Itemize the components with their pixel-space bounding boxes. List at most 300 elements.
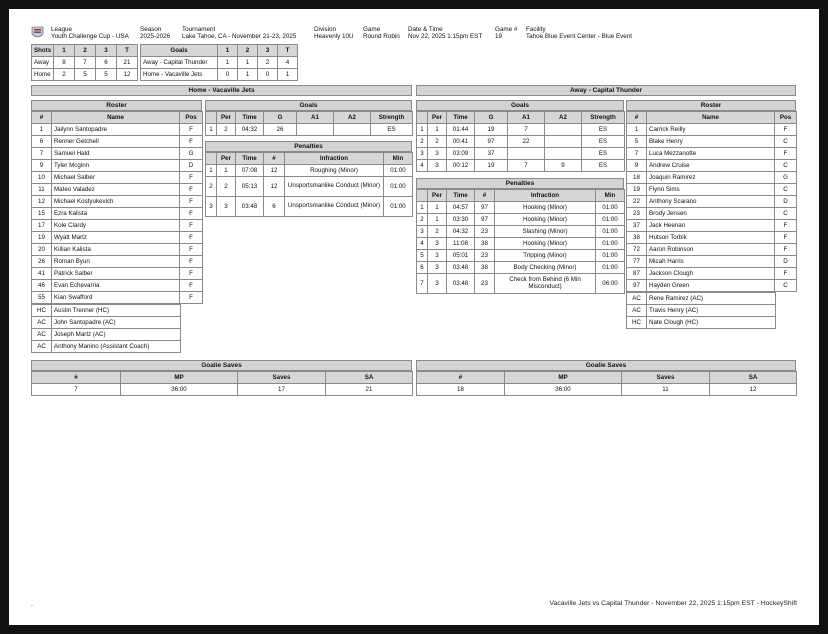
table-cell: Jack Heenan: [647, 220, 775, 232]
table-cell: 5: [75, 69, 96, 81]
table-cell: Patrick Salber: [52, 268, 180, 280]
table-cell: Carrick Reilly: [647, 124, 775, 136]
shots-row: [32, 69, 138, 81]
goals-summary-row: [141, 57, 298, 69]
tournament-value: Lake Tahoe, CA - November 21-23, 2025: [182, 32, 297, 40]
table-cell: 7: [75, 57, 96, 69]
table-cell: F: [180, 220, 203, 232]
column-header: [417, 112, 428, 124]
away-roster-row: [627, 268, 797, 280]
table-cell: 1: [417, 202, 428, 214]
table-cell: 06:00: [596, 274, 625, 294]
away-goals-header-row: [417, 112, 625, 124]
table-cell: 97: [475, 136, 508, 148]
table-cell: Austin Trenner (HC): [52, 305, 181, 317]
home-roster-row: [32, 196, 203, 208]
table-cell: 9: [545, 160, 582, 172]
table-cell: 21: [117, 57, 138, 69]
table-cell: 01:00: [384, 165, 413, 177]
table-cell: 01:00: [596, 238, 625, 250]
home-saves-header-row: [32, 372, 413, 384]
column-header: MP: [121, 372, 238, 384]
table-cell: 19: [627, 184, 647, 196]
table-cell: 3: [428, 148, 447, 160]
away-staff-row: [627, 293, 776, 305]
header-datetime: [408, 27, 482, 41]
division-label: Division: [314, 26, 337, 33]
game-number-label: Game #: [495, 26, 518, 33]
away-staff-row: [627, 305, 776, 317]
table-cell: Kole Clardy: [52, 220, 180, 232]
table-cell: 0: [258, 69, 278, 81]
home-goals-table: [205, 111, 413, 136]
footer-dot: .: [31, 601, 33, 608]
table-cell: 36:00: [505, 384, 622, 396]
datetime-label: Date & Time: [408, 26, 443, 33]
table-cell: 04:32: [447, 226, 475, 238]
table-cell: 3: [428, 238, 447, 250]
away-penalty-row: [417, 274, 625, 294]
column-header: MP: [505, 372, 622, 384]
column-header: Pos: [180, 112, 203, 124]
table-cell: 1: [206, 124, 217, 136]
away-goal-row: [417, 124, 625, 136]
home-roster-row: [32, 244, 203, 256]
table-cell: F: [775, 268, 797, 280]
table-cell: 1: [428, 202, 447, 214]
table-cell: ES: [582, 136, 625, 148]
table-cell: Home: [32, 69, 54, 81]
table-cell: 22: [508, 136, 545, 148]
table-cell: 9: [32, 160, 52, 172]
column-header: #: [475, 190, 495, 202]
table-cell: Hayden Green: [647, 280, 775, 292]
away-roster-row: [627, 148, 797, 160]
table-cell: Andrew Cruise: [647, 160, 775, 172]
table-cell: Travis Henry (AC): [647, 305, 776, 317]
home-staff-table: [31, 304, 181, 353]
table-cell: 1: [428, 124, 447, 136]
away-roster-row: [627, 196, 797, 208]
home-goals-header-row: [206, 112, 413, 124]
home-penalty-row: [206, 177, 413, 197]
table-cell: Tripping (Minor): [495, 250, 596, 262]
home-roster-row: [32, 148, 203, 160]
table-cell: 07:08: [236, 165, 264, 177]
home-goals-title: Goals: [205, 100, 412, 111]
away-penalty-row: [417, 202, 625, 214]
table-cell: AC: [627, 305, 647, 317]
table-cell: 1: [417, 124, 428, 136]
column-header: A2: [545, 112, 582, 124]
away-roster-row: [627, 124, 797, 136]
table-cell: F: [180, 256, 203, 268]
table-cell: [545, 136, 582, 148]
home-roster-section: [31, 100, 202, 353]
table-cell: 1: [428, 214, 447, 226]
table-cell: 7: [508, 160, 545, 172]
away-roster-row: [627, 280, 797, 292]
table-cell: [334, 124, 371, 136]
table-cell: 3: [206, 197, 217, 217]
table-cell: 26: [32, 256, 52, 268]
table-cell: Mateo Valadez: [52, 184, 180, 196]
table-cell: 04:57: [447, 202, 475, 214]
column-header: Name: [52, 112, 180, 124]
table-cell: Home - Vacaville Jets: [141, 69, 218, 81]
shots-table: [31, 44, 138, 81]
away-roster-table: [626, 111, 797, 292]
table-cell: 36:00: [121, 384, 238, 396]
column-header: Pos: [775, 112, 797, 124]
table-cell: 21: [326, 384, 413, 396]
table-cell: F: [775, 148, 797, 160]
home-roster-row: [32, 136, 203, 148]
table-cell: C: [775, 136, 797, 148]
table-cell: 01:00: [384, 197, 413, 217]
facility-label: Facility: [526, 26, 546, 33]
table-cell: HC: [627, 317, 647, 329]
table-cell: Away: [32, 57, 54, 69]
table-cell: F: [775, 220, 797, 232]
home-saves-row: [32, 384, 413, 396]
away-goal-row: [417, 160, 625, 172]
table-cell: Hooking (Minor): [495, 214, 596, 226]
away-saves-row: [417, 384, 797, 396]
table-cell: 22: [627, 196, 647, 208]
table-cell: 01:00: [596, 202, 625, 214]
home-goal-row: [206, 124, 413, 136]
table-cell: 12: [32, 196, 52, 208]
table-cell: 23: [475, 250, 495, 262]
home-roster-row: [32, 220, 203, 232]
away-roster-row: [627, 172, 797, 184]
table-cell: Joaquin Ramirez: [647, 172, 775, 184]
column-header: Saves: [238, 372, 326, 384]
away-team-bar: Away - Capital Thunder: [416, 85, 796, 96]
header-season: [140, 27, 170, 41]
home-goals-section: [205, 100, 412, 136]
game-number-value: 19: [495, 32, 503, 40]
league-logo-icon: [31, 26, 44, 40]
table-cell: 03:30: [447, 214, 475, 226]
table-cell: 23: [627, 208, 647, 220]
column-header: [417, 190, 428, 202]
table-cell: 18: [627, 172, 647, 184]
header-facility: [526, 27, 632, 41]
season-value: 2025-2026: [140, 32, 171, 40]
table-cell: 3: [428, 250, 447, 262]
column-header: Time: [236, 112, 264, 124]
table-cell: 9: [627, 160, 647, 172]
column-header: Saves: [622, 372, 710, 384]
table-cell: 41: [32, 268, 52, 280]
column-header: A1: [508, 112, 545, 124]
column-header: SA: [326, 372, 413, 384]
table-cell: Anthony Manino (Assistant Coach): [52, 341, 181, 353]
table-cell: Evan Echevarria: [52, 280, 180, 292]
table-cell: 46: [32, 280, 52, 292]
away-roster-row: [627, 256, 797, 268]
table-cell: Michael Kostyukevich: [52, 196, 180, 208]
table-cell: G: [180, 148, 203, 160]
home-roster-title: Roster: [31, 100, 202, 111]
table-cell: 01:00: [596, 262, 625, 274]
away-goalie-saves-section: [416, 360, 796, 396]
table-cell: 19: [32, 232, 52, 244]
home-goalie-saves-section: [31, 360, 412, 396]
table-cell: Hooking (Minor): [495, 238, 596, 250]
table-cell: 18: [417, 384, 505, 396]
table-cell: F: [180, 268, 203, 280]
away-saves-table: [416, 371, 797, 396]
game-label: Game: [363, 26, 381, 33]
table-cell: 77: [627, 256, 647, 268]
column-header: Name: [647, 112, 775, 124]
table-cell: 1: [238, 57, 258, 69]
table-cell: 2: [417, 214, 428, 226]
column-header: Infraction: [495, 190, 596, 202]
header-tournament: [182, 27, 296, 41]
table-cell: 12: [117, 69, 138, 81]
home-saves-title: Goalie Saves: [31, 360, 412, 371]
column-header: A1: [297, 112, 334, 124]
table-cell: Roughing (Minor): [285, 165, 384, 177]
away-penalty-row: [417, 226, 625, 238]
table-cell: 97: [475, 214, 495, 226]
away-goal-row: [417, 148, 625, 160]
table-cell: 3: [428, 160, 447, 172]
column-header: Min: [596, 190, 625, 202]
table-cell: 38: [475, 238, 495, 250]
table-cell: 03:48: [447, 274, 475, 294]
table-cell: 11: [32, 184, 52, 196]
column-header: #: [264, 153, 285, 165]
table-cell: C: [775, 184, 797, 196]
table-cell: 01:44: [447, 124, 475, 136]
table-cell: Hutson Torbik: [647, 232, 775, 244]
table-cell: Michael Salber: [52, 172, 180, 184]
table-cell: 4: [278, 57, 298, 69]
table-cell: 01:00: [596, 226, 625, 238]
column-header: #: [32, 112, 52, 124]
table-cell: 1: [206, 165, 217, 177]
table-cell: 6: [96, 57, 117, 69]
home-saves-table: [31, 371, 413, 396]
table-cell: 87: [627, 268, 647, 280]
table-cell: John Santopadre (AC): [52, 317, 181, 329]
table-cell: 1: [217, 165, 236, 177]
table-cell: HC: [32, 305, 52, 317]
table-cell: C: [775, 280, 797, 292]
table-cell: AC: [32, 341, 52, 353]
away-roster-row: [627, 184, 797, 196]
header-division: [314, 27, 354, 41]
away-penalty-row: [417, 250, 625, 262]
table-cell: 3: [217, 197, 236, 217]
goals-summary-table: [140, 44, 298, 81]
table-cell: 19: [475, 160, 508, 172]
table-cell: 7: [32, 384, 121, 396]
table-cell: D: [180, 160, 203, 172]
table-cell: 2: [54, 69, 75, 81]
league-value: Youth Challenge Cup - USA: [51, 32, 129, 40]
table-cell: 01:00: [596, 250, 625, 262]
home-staff-row: [32, 305, 181, 317]
table-cell: 38: [627, 232, 647, 244]
column-header: 2: [238, 45, 258, 57]
table-cell: Unsportsmanlike Conduct (Minor): [285, 177, 384, 197]
header-game: [363, 27, 400, 41]
away-roster-row: [627, 232, 797, 244]
column-header: 2: [75, 45, 96, 57]
table-cell: 03:48: [447, 262, 475, 274]
column-header: 3: [96, 45, 117, 57]
table-cell: 1: [218, 57, 238, 69]
table-cell: F: [180, 244, 203, 256]
table-cell: 2: [206, 177, 217, 197]
table-cell: 1: [278, 69, 298, 81]
table-cell: 20: [32, 244, 52, 256]
away-roster-row: [627, 220, 797, 232]
away-roster-header-row: [627, 112, 797, 124]
table-cell: Roman Byun: [52, 256, 180, 268]
table-cell: F: [775, 244, 797, 256]
table-cell: F: [180, 172, 203, 184]
table-cell: F: [180, 196, 203, 208]
table-cell: 2: [428, 226, 447, 238]
column-header: Min: [384, 153, 413, 165]
column-header: Infraction: [285, 153, 384, 165]
table-cell: F: [180, 292, 203, 304]
table-cell: [545, 148, 582, 160]
table-cell: 15: [32, 208, 52, 220]
home-staff-row: [32, 329, 181, 341]
column-header: #: [32, 372, 121, 384]
table-cell: F: [180, 136, 203, 148]
table-cell: Check from Behind (6 Min Misconduct): [495, 274, 596, 294]
table-cell: C: [775, 160, 797, 172]
table-cell: Joseph Martz (AC): [52, 329, 181, 341]
away-staff-row: [627, 317, 776, 329]
table-cell: D: [775, 256, 797, 268]
table-cell: F: [180, 124, 203, 136]
league-label: League: [51, 26, 73, 33]
home-penalty-row: [206, 197, 413, 217]
column-header: A2: [334, 112, 371, 124]
table-cell: Kian Swafford: [52, 292, 180, 304]
away-saves-title: Goalie Saves: [416, 360, 796, 371]
table-cell: 7: [32, 148, 52, 160]
table-cell: 01:00: [384, 177, 413, 197]
table-cell: 11: [622, 384, 710, 396]
table-cell: 3: [428, 262, 447, 274]
away-roster-row: [627, 208, 797, 220]
table-cell: 2: [428, 136, 447, 148]
table-cell: 6: [32, 136, 52, 148]
table-cell: Aaron Robinson: [647, 244, 775, 256]
table-cell: 17: [238, 384, 326, 396]
column-header: [206, 153, 217, 165]
table-cell: [297, 124, 334, 136]
tournament-label: Tournament: [182, 26, 216, 33]
table-cell: AC: [32, 329, 52, 341]
column-header: Time: [236, 153, 264, 165]
table-cell: 12: [264, 177, 285, 197]
table-cell: 7: [627, 148, 647, 160]
table-cell: Rene Ramirez (AC): [647, 293, 776, 305]
column-header: Strength: [582, 112, 625, 124]
home-roster-row: [32, 268, 203, 280]
away-penalty-row: [417, 214, 625, 226]
column-header: Time: [447, 112, 475, 124]
table-cell: 19: [475, 124, 508, 136]
table-cell: 05:01: [447, 250, 475, 262]
away-roster-row: [627, 136, 797, 148]
table-cell: [508, 148, 545, 160]
table-cell: 4: [417, 238, 428, 250]
column-header: 3: [258, 45, 278, 57]
table-cell: 2: [417, 136, 428, 148]
home-penalties-section: [205, 141, 412, 217]
table-cell: 2: [217, 177, 236, 197]
table-cell: AC: [32, 317, 52, 329]
column-header: G: [475, 112, 508, 124]
table-cell: F: [180, 280, 203, 292]
home-penalties-header-row: [206, 153, 413, 165]
table-cell: C: [775, 208, 797, 220]
away-penalty-row: [417, 238, 625, 250]
table-cell: 7: [508, 124, 545, 136]
header-game-number: [495, 27, 517, 41]
table-cell: 4: [417, 160, 428, 172]
table-cell: ES: [582, 148, 625, 160]
table-cell: G: [775, 172, 797, 184]
table-cell: 01:00: [596, 214, 625, 226]
column-header: Per: [217, 153, 236, 165]
column-header: Time: [447, 190, 475, 202]
home-roster-header-row: [32, 112, 203, 124]
table-cell: 23: [475, 274, 495, 294]
column-header: SA: [710, 372, 797, 384]
table-cell: Renner Getchell: [52, 136, 180, 148]
table-cell: ES: [371, 124, 413, 136]
table-cell: 17: [32, 220, 52, 232]
table-cell: AC: [627, 293, 647, 305]
column-header: G: [264, 112, 297, 124]
away-goals-table: [416, 111, 625, 172]
home-roster-row: [32, 172, 203, 184]
table-cell: [545, 124, 582, 136]
home-staff-row: [32, 317, 181, 329]
column-header: Per: [217, 112, 236, 124]
home-roster-table: [31, 111, 203, 304]
home-roster-row: [32, 208, 203, 220]
home-roster-row: [32, 280, 203, 292]
goals-summary-row: [141, 69, 298, 81]
footer-text: Vacaville Jets vs Capital Thunder - November 22, 2025 1:15pm EST - HockeyShift: [549, 600, 797, 607]
header-league: [51, 27, 129, 41]
division-value: Heavenly 10U: [314, 32, 354, 40]
facility-value: Tahoe Blue Event Center - Blue Event: [526, 32, 633, 40]
table-cell: 11:08: [447, 238, 475, 250]
table-cell: 38: [475, 262, 495, 274]
table-cell: 5: [417, 250, 428, 262]
away-goal-row: [417, 136, 625, 148]
away-saves-header-row: [417, 372, 797, 384]
home-staff-row: [32, 341, 181, 353]
home-roster-row: [32, 160, 203, 172]
